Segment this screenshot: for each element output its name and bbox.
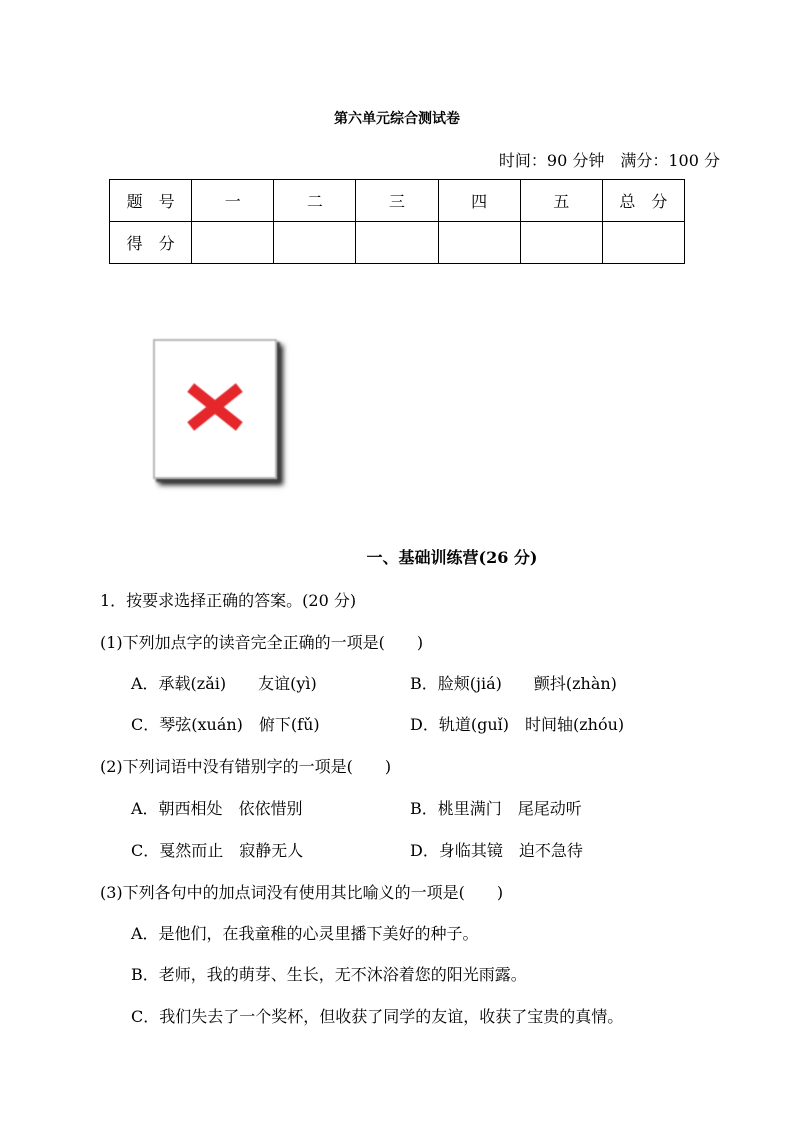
score-cell[interactable] xyxy=(274,222,356,264)
table-header-cell: 五 xyxy=(520,180,602,222)
score-cell[interactable] xyxy=(438,222,520,264)
table-header-cell: 总 分 xyxy=(602,180,684,222)
sub-question-1: (1)下列加点字的读音完全正确的一项是( ) xyxy=(100,633,424,652)
section-heading: 一、基础训练营(26 分) xyxy=(366,548,538,567)
option-a[interactable]: A．承载(zǎi) 友谊(yì) xyxy=(131,674,317,693)
score-table-score-row xyxy=(110,222,685,264)
table-header-cell: 一 xyxy=(192,180,274,222)
option-b[interactable]: B．桃里满门 尾尾动听 xyxy=(410,799,582,818)
table-row-label: 得 分 xyxy=(110,222,192,264)
option-a[interactable]: A．朝西相处 依依惜别 xyxy=(131,799,303,818)
score-cell[interactable] xyxy=(602,222,684,264)
table-header-cell: 三 xyxy=(356,180,438,222)
table-header-cell: 题 号 xyxy=(110,180,192,222)
page-title: 第六单元综合测试卷 xyxy=(334,111,460,127)
option-c[interactable]: C．戛然而止 寂静无人 xyxy=(131,841,304,860)
table-header-cell: 四 xyxy=(438,180,520,222)
table-header-cell: 二 xyxy=(274,180,356,222)
score-cell[interactable] xyxy=(192,222,274,264)
score-cell[interactable] xyxy=(356,222,438,264)
option-c[interactable]: C．琴弦(xuán) 俯下(fǔ) xyxy=(131,715,320,734)
option-b[interactable]: B．老师，我的萌芽、生长，无不沐浴着您的阳光雨露。 xyxy=(131,965,527,984)
option-d[interactable]: D．轨道(guǐ) 时间轴(zhóu) xyxy=(410,715,625,734)
sub-question-2: (2)下列词语中没有错别字的一项是( ) xyxy=(100,757,392,776)
sub-question-3: (3)下列各句中的加点词没有使用其比喻义的一项是( ) xyxy=(100,883,504,902)
option-b[interactable]: B．脸颊(jiá) 颤抖(zhàn) xyxy=(410,674,617,693)
score-table xyxy=(109,179,685,264)
score-table-header-row xyxy=(110,180,685,222)
time-score-info: 时间：90 分钟 满分：100 分 xyxy=(498,151,720,170)
score-cell[interactable] xyxy=(520,222,602,264)
broken-image-icon xyxy=(185,383,245,431)
option-c[interactable]: C．我们失去了一个奖杯，但收获了同学的友谊，收获了宝贵的真情。 xyxy=(131,1007,624,1026)
option-a[interactable]: A．是他们，在我童稚的心灵里播下美好的种子。 xyxy=(131,924,479,943)
option-d[interactable]: D．身临其镜 迫不急待 xyxy=(410,841,583,860)
broken-image-placeholder xyxy=(153,339,277,479)
question-1: 1．按要求选择正确的答案。(20 分) xyxy=(100,591,357,610)
